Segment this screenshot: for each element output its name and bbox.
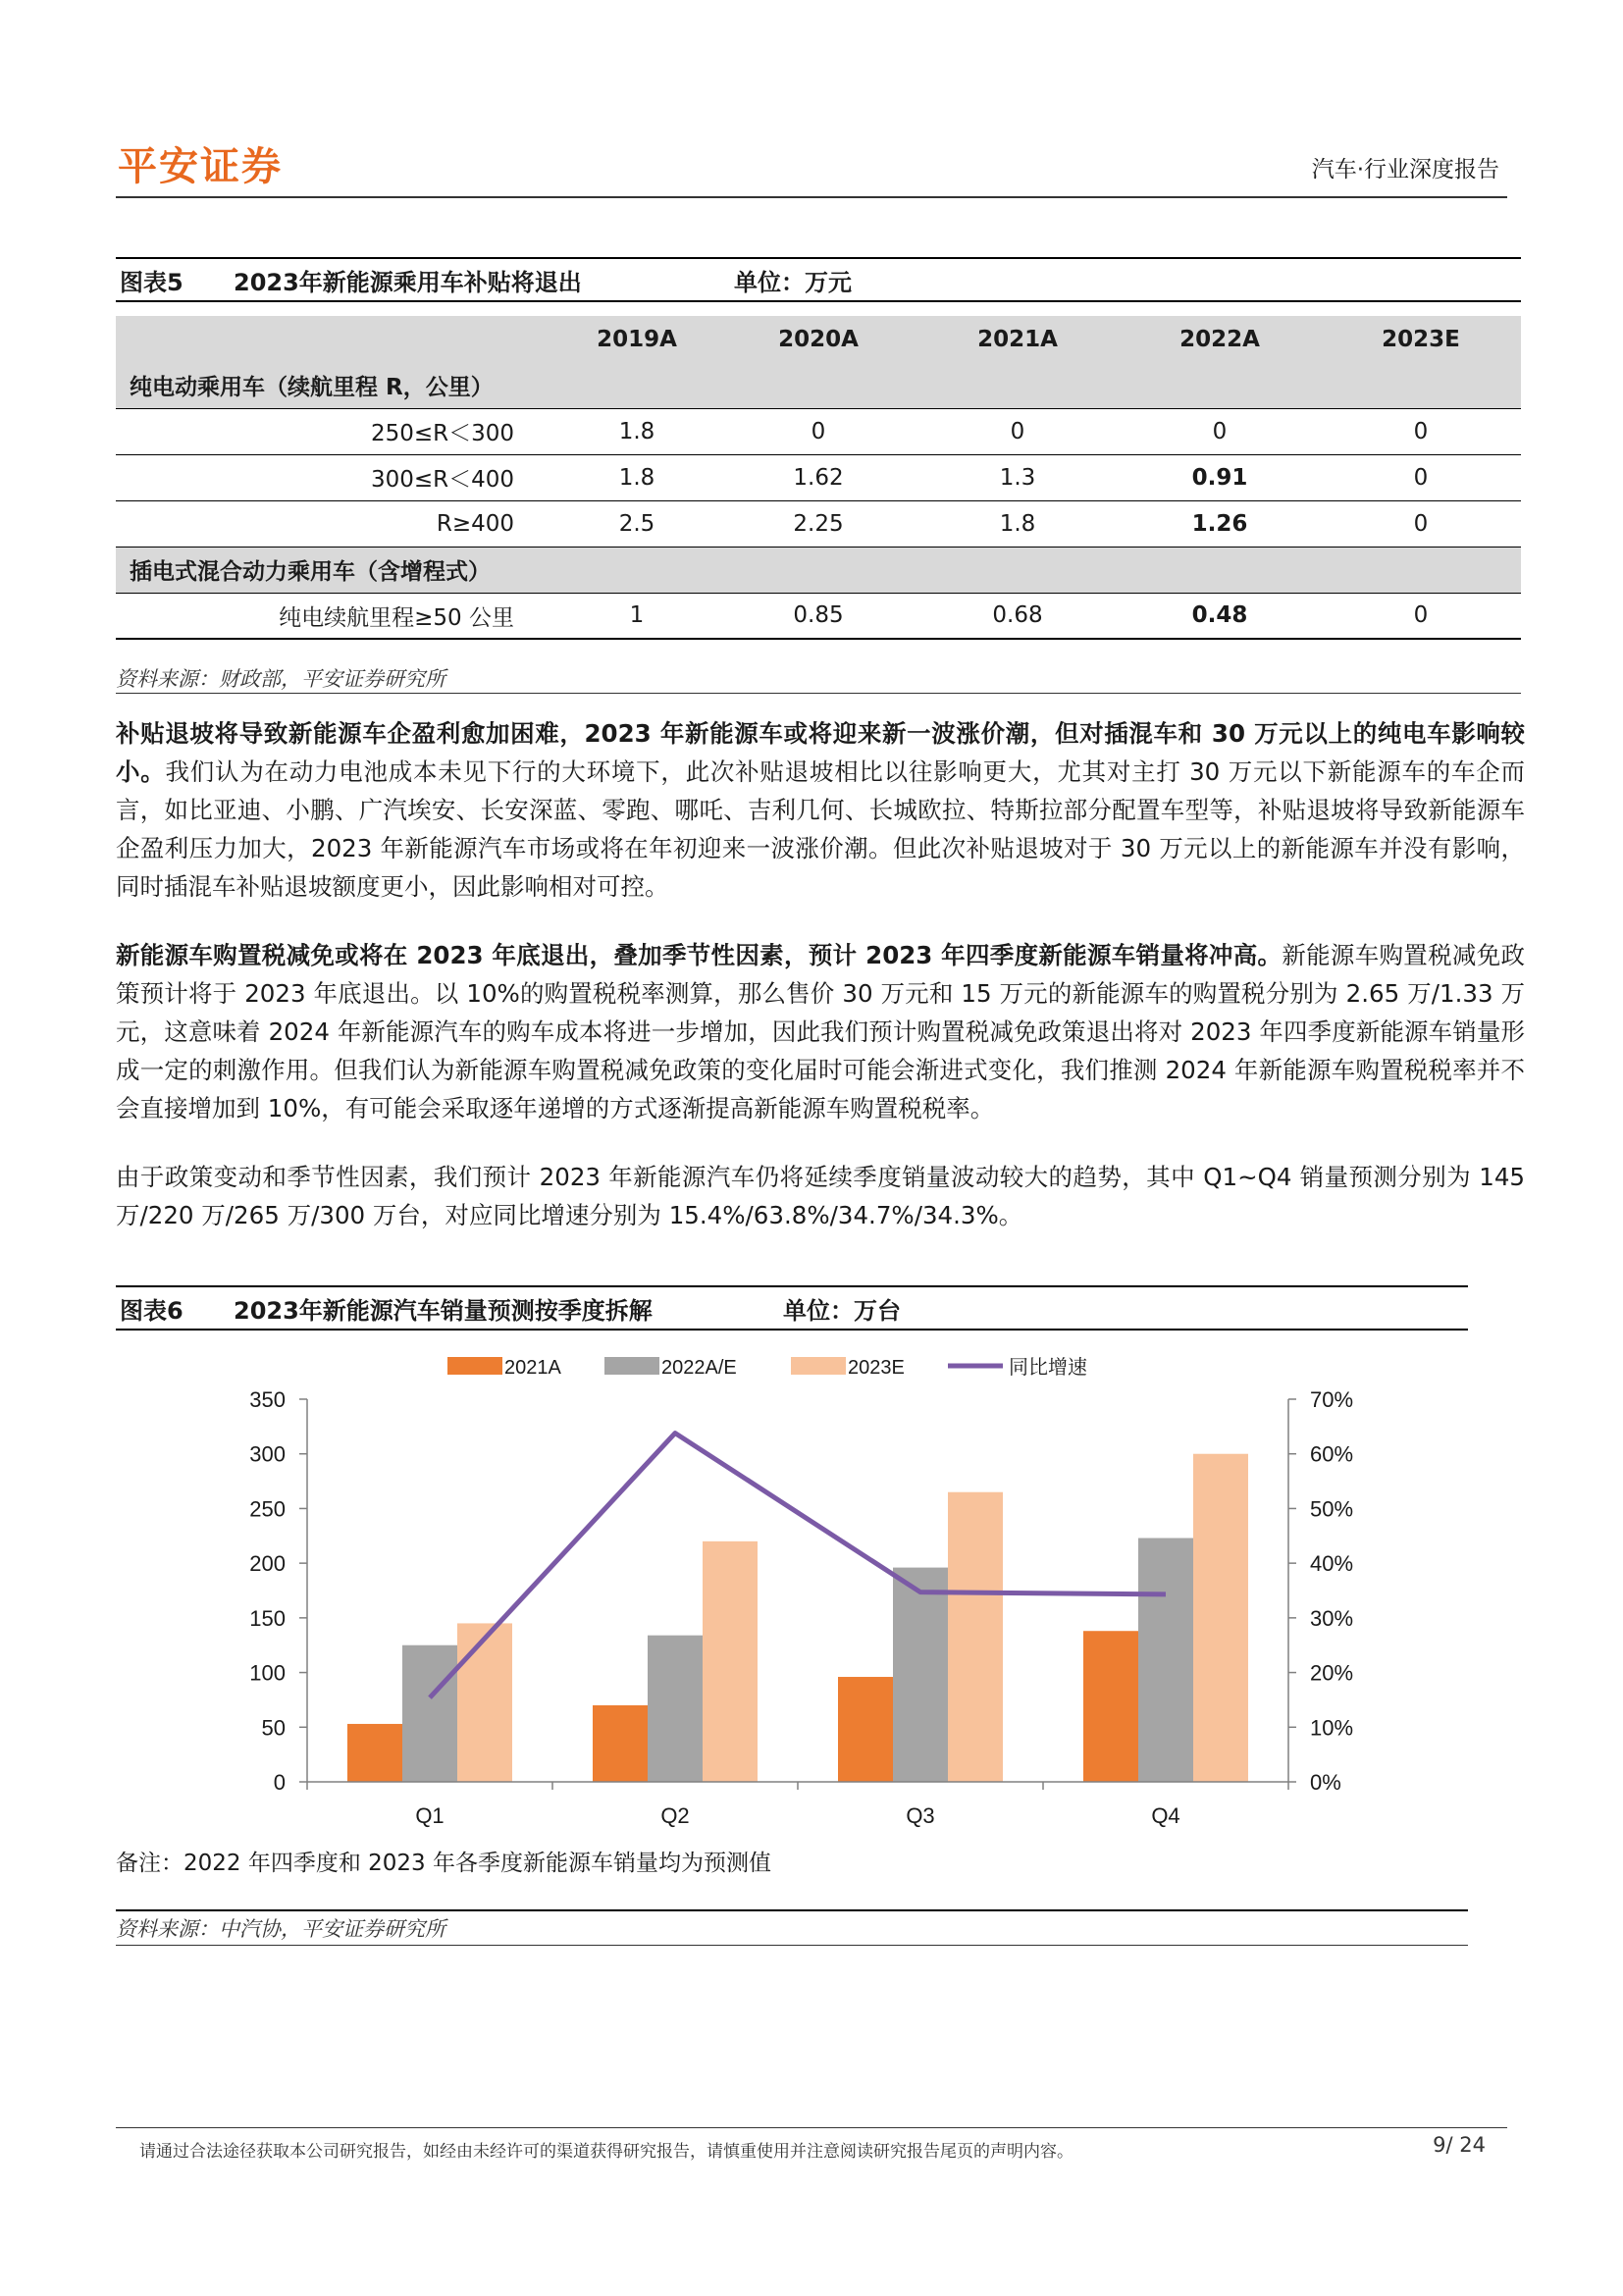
- y2-tick-label: 30%: [1310, 1605, 1354, 1631]
- bar-2023E-Q2: [703, 1541, 758, 1782]
- bar-2023E-Q1: [457, 1623, 512, 1782]
- paragraph-purchase-tax-lead: 新能源车购置税减免或将在 2023 年底退出，叠加季节性因素，预计 2023 年四季度新能源车销量将冲高。: [116, 941, 1283, 969]
- table-cell: 1.8: [553, 454, 720, 500]
- x-tick-label: Q4: [1151, 1803, 1180, 1828]
- chart-source-top-divider: [116, 1909, 1468, 1911]
- row-label: R≥400: [116, 500, 553, 547]
- y2-tick-label: 70%: [1310, 1387, 1354, 1412]
- y-tick-label: 300: [249, 1441, 286, 1467]
- table-group-row: [116, 362, 1521, 408]
- legend-swatch-2022A/E: [604, 1357, 659, 1375]
- y2-tick-label: 20%: [1310, 1660, 1354, 1686]
- growth-rate-line: [430, 1434, 1166, 1698]
- table-cell: 1: [553, 593, 720, 639]
- table-column-header: 2020A: [720, 316, 916, 362]
- y2-tick-label: 60%: [1310, 1441, 1354, 1467]
- table-cell: 0: [916, 408, 1119, 454]
- bar-2021A-Q1: [347, 1724, 402, 1782]
- y-tick-label: 350: [249, 1387, 286, 1412]
- table-cell: 2.25: [720, 500, 916, 547]
- table-cell: 0: [720, 408, 916, 454]
- table-cell: 0: [1321, 408, 1521, 454]
- table-cell: 0: [1119, 408, 1321, 454]
- chart-source-divider: [116, 1945, 1468, 1946]
- table-cell: 1.8: [553, 408, 720, 454]
- table-source: 资料来源：财政部，平安证券研究所: [116, 667, 445, 691]
- y-tick-label: 200: [249, 1551, 286, 1577]
- footer-disclaimer: 请通过合法途径获取本公司研究报告，如经由未经许可的渠道获得研究报告，请慎重使用并注意阅读研究报告尾页的声明内容。: [139, 2142, 1073, 2162]
- header-divider: [116, 196, 1507, 198]
- y-tick-label: 0: [273, 1770, 286, 1795]
- paragraph-purchase-tax-body: 新能源车购置税减免政策预计将于 2023 年底退出。以 10%的购置税税率测算，那么售价 30 万元和 15 万元的新能源车的购置税分别为 2.65 万/1.33 万元，这意味着 2024 年新能源汽车的购车成本将进一步增加，因此我们预计购置税减免政策退出将对 2023 年四季度新能源车销量形成一定的刺激作用。但我们认为新能源车购置税减免政策的变化届时可能会渐进式变化，我们推测 2024 年新能源车购置税税率并不会直接增加到 10%，有可能会采取逐年递增的方式逐渐提高新能源车购置税税率。: [116, 941, 1525, 1122]
- table-cell: 0: [1321, 500, 1521, 547]
- x-tick-label: Q2: [660, 1803, 690, 1828]
- bar-2021A-Q2: [593, 1705, 648, 1782]
- page-number: 9/ 24: [1433, 2133, 1486, 2157]
- bar-2022A/E-Q4: [1138, 1539, 1193, 1782]
- paragraph-subsidy-lead: 补贴退坡将导致新能源车企盈利愈加困难，2023 年新能源车或将迎来新一波涨价潮，但对插混车和 30 万元以上的纯电车影响较小。: [116, 719, 1525, 786]
- table-cell: 0: [1321, 593, 1521, 639]
- bar-2022A/E-Q2: [648, 1636, 703, 1782]
- table-header-empty: [116, 316, 553, 362]
- legend-swatch-2023E: [791, 1357, 846, 1375]
- subsidy-table: [116, 316, 1521, 640]
- legend-label: 2022A/E: [661, 1357, 737, 1379]
- chart-unit: 单位：万台: [783, 1296, 901, 1325]
- table-column-header: 2019A: [553, 316, 720, 362]
- row-label: 300≤R＜400: [116, 454, 553, 500]
- table-figure-label: 图表5: [120, 268, 183, 296]
- y2-tick-label: 40%: [1310, 1551, 1354, 1577]
- bar-2023E-Q4: [1193, 1454, 1248, 1782]
- paragraph-subsidy-body: 我们认为在动力电池成本未见下行的大环境下，此次补贴退坡相比以往影响更大，尤其对主打 30 万元以下新能源车的车企而言，如比亚迪、小鹏、广汽埃安、长安深蓝、零跑、哪吒、吉利几何、长城欧拉、特斯拉部分配置车型等，补贴退坡将导致新能源车企盈利压力加大，2023 年新能源汽车市场或将在年初迎来一波涨价潮。但此次补贴退坡对于 30 万元以上的新能源车并没有影响，同时插混车补贴退坡额度更小，因此影响相对可控。: [116, 757, 1526, 901]
- bar-2022A/E-Q3: [893, 1568, 948, 1782]
- chart-figure-label: 图表6: [120, 1296, 183, 1325]
- table-cell: 0.48: [1119, 593, 1321, 639]
- y2-tick-label: 0%: [1310, 1770, 1341, 1795]
- chart-source: 资料来源：中汽协，平安证券研究所: [116, 1917, 445, 1941]
- table-row: [116, 454, 1521, 500]
- table-cell: 1.8: [916, 500, 1119, 547]
- company-logo: 平安证券: [118, 144, 283, 189]
- legend-label: 2021A: [504, 1357, 561, 1379]
- quarterly-sales-chart: [116, 1344, 1470, 1835]
- bar-2022A/E-Q1: [402, 1645, 457, 1782]
- footer-divider: [116, 2127, 1507, 2128]
- y2-tick-label: 50%: [1310, 1496, 1354, 1522]
- paragraph-subsidy: [116, 714, 1525, 906]
- row-label: 250≤R＜300: [116, 408, 553, 454]
- table-column-header: 2023E: [1321, 316, 1521, 362]
- row-label: 纯电续航里程≥50 公里: [116, 593, 553, 639]
- group-label-bev: 纯电动乘用车（续航里程 R，公里）: [116, 362, 1521, 408]
- table-column-header: 2022A: [1119, 316, 1321, 362]
- table-cell: 0.68: [916, 593, 1119, 639]
- table-cell: 1.62: [720, 454, 916, 500]
- bar-2021A-Q3: [838, 1677, 893, 1782]
- table-cell: 1.26: [1119, 500, 1321, 547]
- table-unit: 单位：万元: [734, 268, 852, 296]
- group-label-phev: 插电式混合动力乘用车（含增程式）: [116, 547, 1521, 593]
- report-category: 汽车·行业深度报告: [1311, 157, 1499, 183]
- chart-caption: [116, 1285, 1468, 1331]
- y2-tick-label: 10%: [1310, 1715, 1354, 1741]
- table-cell: 0.85: [720, 593, 916, 639]
- table-cell: 1.3: [916, 454, 1119, 500]
- y-tick-label: 150: [249, 1605, 286, 1631]
- paragraph-forecast: 由于政策变动和季节性因素，我们预计 2023 年新能源汽车仍将延续季度销量波动较大的趋势，其中 Q1~Q4 销量预测分别为 145 万/220 万/265 万/300 万台，对应同比增速分别为 15.4%/63.8%/34.7%/34.3%。: [116, 1163, 1525, 1229]
- table-title: 2023年新能源乘用车补贴将退出: [234, 268, 582, 296]
- table-group-row: [116, 547, 1521, 593]
- table-row: [116, 500, 1521, 547]
- y-tick-label: 250: [249, 1496, 286, 1522]
- paragraph-purchase-tax: [116, 936, 1525, 1127]
- table-column-header: 2021A: [916, 316, 1119, 362]
- bar-2021A-Q4: [1083, 1631, 1138, 1782]
- legend-label: 同比增速: [1009, 1357, 1087, 1379]
- x-tick-label: Q3: [906, 1803, 935, 1828]
- y-tick-label: 50: [261, 1715, 286, 1741]
- table-cell: 2.5: [553, 500, 720, 547]
- table-caption: [116, 257, 1521, 302]
- bar-2023E-Q3: [948, 1492, 1003, 1782]
- table-row: [116, 593, 1521, 639]
- table-cell: 0.91: [1119, 454, 1321, 500]
- table-source-divider: [116, 693, 1521, 694]
- chart-title: 2023年新能源汽车销量预测按季度拆解: [234, 1296, 653, 1325]
- table-row: [116, 408, 1521, 454]
- y-tick-label: 100: [249, 1660, 286, 1686]
- chart-note: 备注：2022 年四季度和 2023 年各季度新能源车销量均为预测值: [116, 1851, 771, 1876]
- legend-swatch-2021A: [447, 1357, 502, 1375]
- table-cell: 0: [1321, 454, 1521, 500]
- legend-label: 2023E: [848, 1357, 905, 1379]
- x-tick-label: Q1: [415, 1803, 445, 1828]
- table-header-row: [116, 316, 1521, 362]
